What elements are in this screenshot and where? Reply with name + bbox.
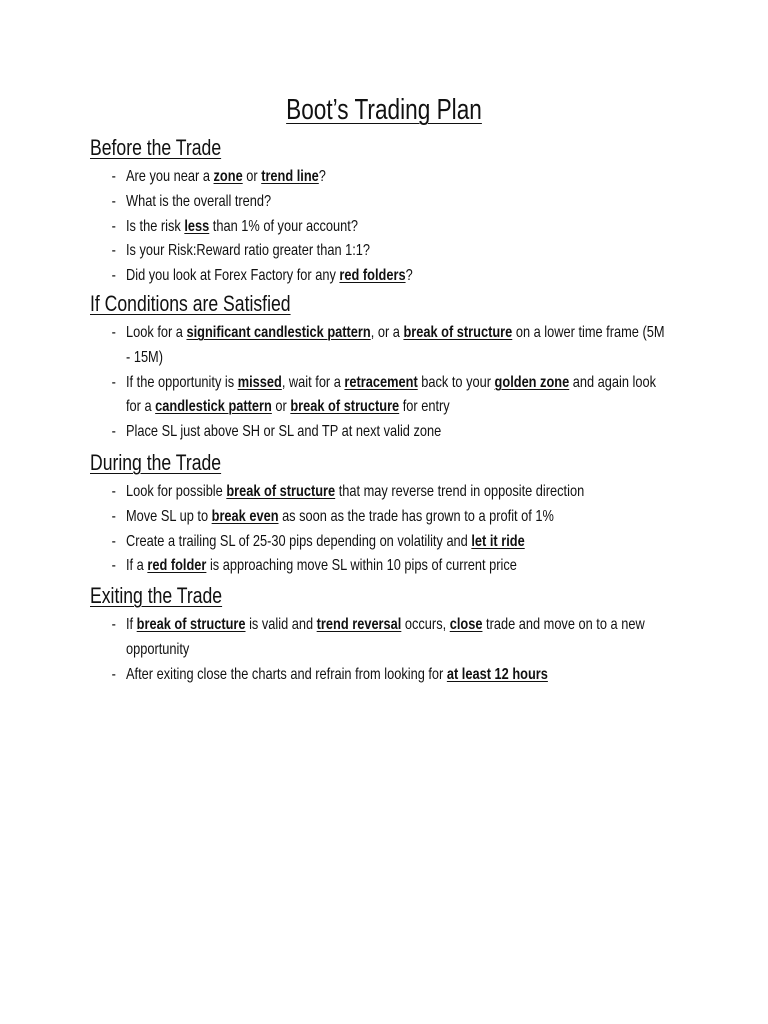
emphasis-text: less (184, 217, 210, 235)
plain-text: If the opportunity is (126, 373, 238, 391)
plain-text: Is the risk (126, 217, 185, 235)
bullet-text (126, 165, 670, 190)
bullet-item (90, 505, 678, 530)
emphasis-text: break of structure (136, 616, 246, 633)
emphasis-text: significant candlestick pattern (186, 324, 371, 341)
dash-bullet-icon: - (111, 532, 116, 550)
emphasis-text: retracement (344, 373, 418, 391)
bullet-item (90, 613, 678, 663)
section-if-conditions-are-satisfied (90, 290, 730, 445)
plain-text: , or a (370, 324, 404, 341)
plain-text: Create a trailing SL of 25-30 pips depending on volatility and (126, 532, 472, 550)
emphasis-text: missed (237, 373, 282, 391)
bullet-item (90, 190, 678, 215)
bullet-text (126, 505, 670, 530)
plain-text: Look for possible (126, 483, 227, 500)
plain-text: on a lower time frame (5M - 15M) (126, 324, 665, 366)
plain-text: and again look for a (126, 373, 657, 416)
bullet-text (126, 663, 670, 688)
bullet-text (126, 239, 670, 264)
section-before-the-trade (90, 134, 730, 289)
bullet-text (126, 530, 670, 555)
dash-bullet-icon: - (111, 168, 116, 185)
bullet-item (90, 530, 678, 555)
dash-bullet-icon: - (111, 324, 116, 341)
bullet-text (126, 554, 670, 579)
plain-text: or (242, 168, 262, 185)
bullet-list (90, 165, 730, 289)
dash-bullet-icon: - (111, 423, 116, 441)
emphasis-text: break of structure (290, 398, 400, 416)
dash-bullet-icon: - (111, 483, 116, 500)
emphasis-text: break even (211, 507, 279, 525)
bullet-text (126, 215, 670, 240)
plain-text: If (126, 616, 137, 633)
page-title: Boot’s Trading Plan (286, 94, 482, 126)
plain-text: Is your Risk:Reward ratio greater than 1:1? (126, 242, 371, 260)
bullet-item (90, 663, 678, 688)
plain-text: Move SL up to (126, 507, 212, 525)
dash-bullet-icon: - (111, 192, 116, 210)
emphasis-text: close (449, 616, 483, 633)
bullet-text (126, 321, 670, 371)
plain-text: as soon as the trade has grown to a profit of 1% (278, 507, 554, 525)
emphasis-text: trend line (261, 168, 319, 185)
plain-text: , wait for a (281, 373, 345, 391)
bullet-list (90, 480, 730, 579)
emphasis-text: red folder (147, 557, 207, 575)
dash-bullet-icon: - (111, 557, 116, 575)
dash-bullet-icon: - (111, 507, 116, 525)
emphasis-text: zone (213, 168, 243, 185)
bullet-item (90, 165, 678, 190)
emphasis-text: candlestick pattern (155, 398, 272, 416)
bullet-item (90, 215, 678, 240)
bullet-item (90, 371, 678, 421)
plain-text: or (271, 398, 291, 416)
plain-text: is valid and (245, 616, 317, 633)
plain-text: back to your (417, 373, 495, 391)
plain-text: than 1% of your account? (209, 217, 358, 235)
plain-text: Look for a (126, 324, 187, 341)
emphasis-text: trend reversal (316, 616, 402, 633)
bullet-item (90, 420, 678, 445)
emphasis-text: at least 12 hours (446, 665, 548, 683)
dash-bullet-icon: - (111, 267, 116, 285)
bullet-item (90, 554, 678, 579)
dash-bullet-icon: - (111, 217, 116, 235)
plain-text: After exiting close the charts and refrain from looking for (126, 665, 447, 683)
plain-text: ? (405, 267, 413, 285)
bullet-item (90, 480, 678, 505)
bullet-text (126, 190, 670, 215)
bullet-text (126, 480, 670, 505)
bullet-item (90, 239, 678, 264)
section-exiting-the-trade (90, 582, 730, 687)
plain-text: Place SL just above SH or SL and TP at next valid zone (126, 423, 442, 441)
bullet-item (90, 321, 678, 371)
dash-bullet-icon: - (111, 373, 116, 391)
emphasis-text: let it ride (471, 532, 525, 550)
bullet-text (126, 420, 670, 445)
bullet-text (126, 371, 670, 421)
bullet-text (126, 613, 670, 663)
section-during-the-trade (90, 449, 730, 579)
emphasis-text: golden zone (494, 373, 570, 391)
plain-text: occurs, (401, 616, 450, 633)
bullet-text (126, 264, 670, 289)
plain-text: that may reverse trend in opposite direction (335, 483, 585, 500)
dash-bullet-icon: - (111, 616, 116, 633)
bullet-item (90, 264, 678, 289)
plain-text: What is the overall trend? (126, 192, 272, 210)
plain-text: Did you look at Forex Factory for any (126, 267, 340, 285)
plain-text: If a (126, 557, 148, 575)
section-heading: Exiting the Trade (90, 583, 223, 608)
section-heading: Before the Trade (90, 135, 222, 160)
plain-text: trade and move on to a new opportunity (126, 616, 645, 658)
dash-bullet-icon: - (111, 665, 116, 683)
section-heading: If Conditions are Satisfied (90, 291, 291, 316)
section-heading: During the Trade (90, 450, 222, 475)
bullet-list (90, 321, 730, 445)
emphasis-text: break of structure (403, 324, 513, 341)
plain-text: is approaching move SL within 10 pips of current price (206, 557, 517, 575)
dash-bullet-icon: - (111, 242, 116, 260)
plain-text: ? (318, 168, 326, 185)
plain-text: for entry (399, 398, 450, 416)
emphasis-text: break of structure (226, 483, 336, 500)
emphasis-text: red folders (339, 267, 406, 285)
plain-text: Are you near a (126, 168, 214, 185)
bullet-list (90, 613, 730, 687)
